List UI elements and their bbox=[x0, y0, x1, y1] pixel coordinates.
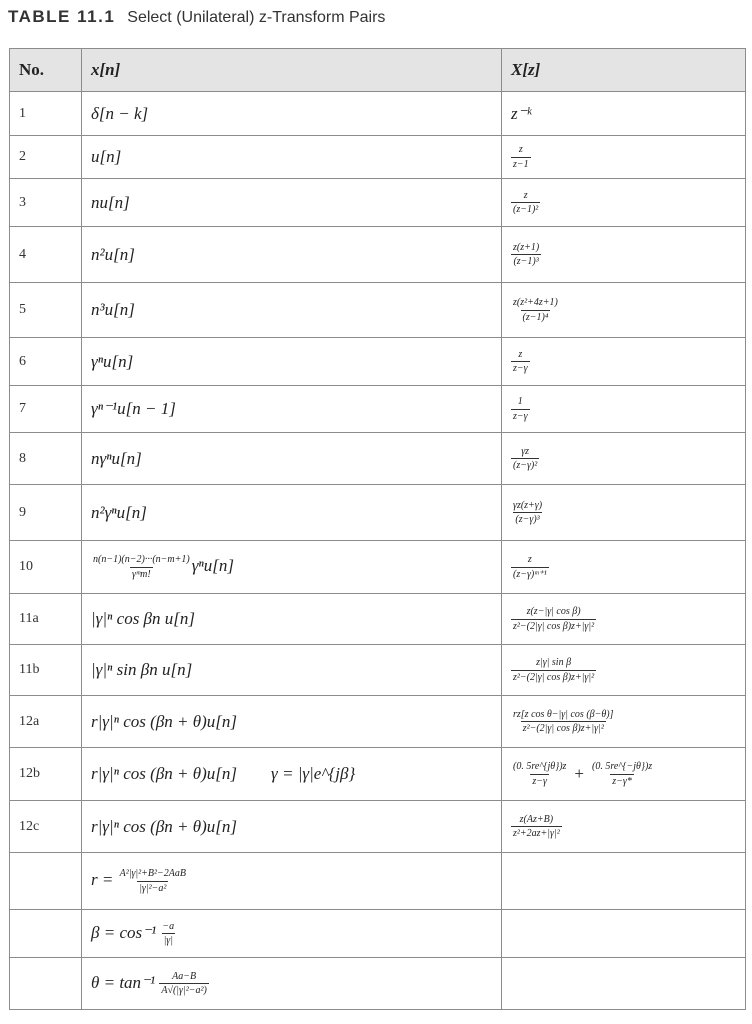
transform-fraction-denominator: z−γ bbox=[513, 363, 528, 374]
signal-cell bbox=[82, 485, 502, 541]
header-xn: x[n] bbox=[82, 49, 502, 92]
table-body bbox=[10, 92, 746, 1010]
transform-cell bbox=[502, 958, 746, 1010]
transform-fraction-numerator: z(z+1) bbox=[513, 241, 540, 253]
transform-fraction-denominator: z²−(2|γ| cos β)z+|γ|² bbox=[522, 723, 604, 734]
signal-expression: u[n] bbox=[91, 147, 122, 166]
transform-cell bbox=[502, 696, 746, 748]
transform-fraction bbox=[511, 242, 541, 268]
table-row bbox=[10, 748, 746, 801]
table-number: TABLE 11.1 bbox=[8, 7, 116, 26]
signal-cell bbox=[82, 136, 502, 179]
row-number bbox=[10, 958, 82, 1010]
param-fraction-denominator: A√(|γ|²−a²) bbox=[161, 985, 207, 996]
z-transform-table bbox=[9, 48, 746, 1010]
signal-cell bbox=[82, 748, 502, 801]
signal-expression: |γ|ⁿ sin βn u[n] bbox=[91, 660, 193, 679]
param-lhs: r = bbox=[91, 869, 114, 889]
signal-expression: r|γ|ⁿ cos (βn + θ)u[n] bbox=[91, 816, 238, 836]
transform-fraction bbox=[511, 297, 560, 323]
transform-fraction bbox=[511, 349, 530, 375]
signal-cell bbox=[82, 853, 502, 910]
table-row bbox=[10, 433, 746, 485]
transform-fraction-denominator: (z−γ)ᵐ⁺¹ bbox=[513, 568, 547, 580]
param-fraction-denominator: |γ| bbox=[163, 935, 174, 946]
row-number: 6 bbox=[10, 338, 82, 386]
signal-tail: γⁿu[n] bbox=[191, 555, 234, 575]
transform-fraction-denominator: (z−1)³ bbox=[513, 256, 539, 267]
signal-expression: γⁿ⁻¹u[n − 1] bbox=[91, 399, 176, 418]
transform-fraction-numerator: z(Az+B) bbox=[519, 813, 554, 825]
signal-expression: n²u[n] bbox=[91, 244, 135, 264]
transform-cell bbox=[502, 433, 746, 485]
signal-expression: n³u[n] bbox=[91, 300, 135, 319]
row-number: 2 bbox=[10, 136, 82, 179]
transform-fraction-2-denominator: z−γ* bbox=[612, 775, 632, 787]
param-lhs: β = cos⁻¹ bbox=[91, 922, 157, 942]
signal-fraction bbox=[91, 554, 192, 580]
transform-fraction-denominator: z−γ bbox=[532, 775, 547, 787]
transform-fraction bbox=[511, 761, 568, 787]
transform-expression: z⁻ᵏ bbox=[511, 103, 532, 123]
table-row bbox=[10, 853, 746, 910]
transform-fraction bbox=[511, 606, 596, 632]
transform-fraction-numerator: rz[z cos θ−|γ| cos (β−θ)] bbox=[513, 708, 614, 720]
table-row bbox=[10, 910, 746, 958]
transform-fraction-denominator: (z−1)² bbox=[513, 204, 539, 215]
transform-fraction-numerator: γz bbox=[521, 445, 530, 457]
transform-fraction-numerator: (0. 5re^{jθ})z bbox=[513, 761, 567, 772]
row-number: 5 bbox=[10, 283, 82, 338]
row-number: 4 bbox=[10, 227, 82, 283]
transform-cell bbox=[502, 645, 746, 696]
signal-cell bbox=[82, 433, 502, 485]
transform-cell bbox=[502, 283, 746, 338]
transform-cell bbox=[502, 136, 746, 179]
table-row bbox=[10, 92, 746, 136]
param-fraction bbox=[159, 971, 208, 997]
header-no: No. bbox=[10, 49, 82, 92]
transform-cell bbox=[502, 853, 746, 910]
signal-cell bbox=[82, 386, 502, 433]
table-row bbox=[10, 801, 746, 853]
table-row bbox=[10, 283, 746, 338]
signal-fraction-denominator: γᵐm! bbox=[132, 568, 151, 580]
row-number: 9 bbox=[10, 485, 82, 541]
signal-expression: nu[n] bbox=[91, 192, 130, 212]
table-caption bbox=[8, 7, 385, 27]
row-number: 11a bbox=[10, 594, 82, 645]
row-number: 8 bbox=[10, 433, 82, 485]
table-row bbox=[10, 541, 746, 594]
transform-fraction-denominator: z²+2az+|γ|² bbox=[513, 828, 560, 839]
transform-fraction-denominator: (z−γ)³ bbox=[515, 514, 540, 525]
row-number: 3 bbox=[10, 179, 82, 227]
transform-fraction-2 bbox=[590, 761, 654, 787]
transform-fraction bbox=[511, 190, 540, 216]
param-fraction bbox=[160, 921, 176, 947]
row-number: 11b bbox=[10, 645, 82, 696]
transform-cell bbox=[502, 748, 746, 801]
row-number: 7 bbox=[10, 386, 82, 433]
row-number: 12c bbox=[10, 801, 82, 853]
transform-fraction bbox=[511, 709, 616, 735]
signal-cell bbox=[82, 594, 502, 645]
signal-cell bbox=[82, 801, 502, 853]
row-number: 10 bbox=[10, 541, 82, 594]
table-row bbox=[10, 338, 746, 386]
transform-fraction-denominator: z−1 bbox=[513, 158, 529, 170]
transform-cell bbox=[502, 386, 746, 433]
signal-cell bbox=[82, 541, 502, 594]
row-number: 12b bbox=[10, 748, 82, 801]
param-fraction-numerator: −a bbox=[162, 920, 175, 932]
signal-expression: |γ|ⁿ cos βn u[n] bbox=[91, 609, 196, 628]
transform-cell bbox=[502, 92, 746, 136]
transform-fraction-numerator: z bbox=[518, 144, 523, 155]
transform-fraction bbox=[511, 657, 596, 683]
table-row bbox=[10, 386, 746, 433]
table-row bbox=[10, 485, 746, 541]
signal-cell bbox=[82, 283, 502, 338]
signal-expression: γⁿu[n] bbox=[91, 351, 134, 371]
table-row bbox=[10, 645, 746, 696]
table-row bbox=[10, 227, 746, 283]
table-row bbox=[10, 179, 746, 227]
signal-expression: nγⁿu[n] bbox=[91, 448, 142, 468]
signal-expression: δ[n − k] bbox=[91, 103, 149, 123]
signal-cell bbox=[82, 910, 502, 958]
signal-cell bbox=[82, 92, 502, 136]
signal-cell bbox=[82, 338, 502, 386]
transform-fraction bbox=[511, 396, 530, 422]
transform-fraction-2-numerator: (0. 5re^{−jθ})z bbox=[592, 761, 653, 772]
signal-expression: r|γ|ⁿ cos (βn + θ)u[n] bbox=[91, 711, 238, 731]
transform-fraction-denominator: z²−(2|γ| cos β)z+|γ|² bbox=[513, 620, 595, 632]
param-fraction-numerator: A²|γ|²+B²−2AaB bbox=[119, 868, 186, 879]
transform-cell bbox=[502, 179, 746, 227]
signal-cell bbox=[82, 645, 502, 696]
param-fraction-denominator: |γ|²−a² bbox=[139, 882, 167, 894]
transform-fraction bbox=[511, 500, 544, 526]
header-Xz: X[z] bbox=[502, 49, 746, 92]
signal-cell bbox=[82, 958, 502, 1010]
transform-cell bbox=[502, 541, 746, 594]
plus-sign: + bbox=[574, 764, 585, 783]
gamma-definition: γ = |γ|e^{jβ} bbox=[271, 764, 356, 783]
table-row bbox=[10, 594, 746, 645]
param-fraction bbox=[118, 868, 188, 894]
transform-fraction-numerator: z bbox=[527, 554, 532, 565]
transform-cell bbox=[502, 338, 746, 386]
transform-fraction-numerator: z|γ| sin β bbox=[536, 657, 572, 668]
transform-fraction-denominator: (z−γ)² bbox=[513, 460, 538, 471]
transform-fraction-numerator: z(z−|γ| cos β) bbox=[526, 606, 581, 617]
transform-fraction-denominator: z²−(2|γ| cos β)z+|γ|² bbox=[513, 671, 595, 683]
signal-fraction-numerator: n(n−1)(n−2)···(n−m+1) bbox=[93, 554, 190, 565]
signal-expression: n²γⁿu[n] bbox=[91, 502, 147, 522]
transform-fraction-denominator: (z−1)⁴ bbox=[522, 311, 549, 323]
transform-fraction-numerator: γz(z+γ) bbox=[513, 499, 543, 511]
transform-fraction-numerator: 1 bbox=[517, 396, 523, 407]
param-lhs: θ = tan⁻¹ bbox=[91, 972, 156, 992]
row-number bbox=[10, 910, 82, 958]
row-number: 1 bbox=[10, 92, 82, 136]
transform-fraction bbox=[511, 144, 531, 170]
table-title: Select (Unilateral) z-Transform Pairs bbox=[127, 9, 386, 26]
header-row bbox=[10, 49, 746, 92]
row-number bbox=[10, 853, 82, 910]
table-row bbox=[10, 696, 746, 748]
param-fraction-numerator: Aa−B bbox=[172, 970, 197, 982]
transform-fraction bbox=[511, 446, 539, 472]
transform-fraction bbox=[511, 554, 549, 580]
transform-cell bbox=[502, 227, 746, 283]
signal-expression: r|γ|ⁿ cos (βn + θ)u[n] bbox=[91, 764, 238, 783]
transform-cell bbox=[502, 910, 746, 958]
table-row bbox=[10, 958, 746, 1010]
transform-fraction bbox=[511, 814, 562, 840]
signal-cell bbox=[82, 227, 502, 283]
transform-fraction-numerator: z bbox=[518, 348, 523, 360]
signal-cell bbox=[82, 179, 502, 227]
transform-cell bbox=[502, 801, 746, 853]
transform-fraction-numerator: z bbox=[523, 189, 528, 201]
table-row bbox=[10, 136, 746, 179]
transform-fraction-numerator: z(z²+4z+1) bbox=[513, 297, 558, 308]
signal-cell bbox=[82, 696, 502, 748]
transform-cell bbox=[502, 594, 746, 645]
row-number: 12a bbox=[10, 696, 82, 748]
transform-fraction-denominator: z−γ bbox=[513, 410, 528, 422]
transform-cell bbox=[502, 485, 746, 541]
